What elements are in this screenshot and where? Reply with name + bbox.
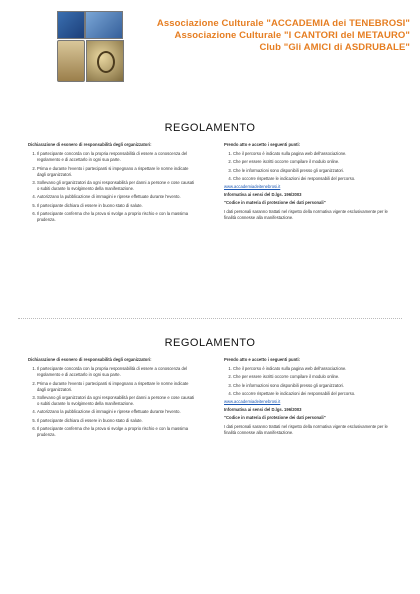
- header-line-3: Club "Gli AMICI di ASDRUBALE": [259, 42, 410, 53]
- list-item: 3. Che le informazioni sono disponibili presso gli organizzatori.: [233, 383, 396, 389]
- association-logo-4: [86, 40, 124, 82]
- list-item: 4. Autorizzano la pubblicazione di immagini e riprese effettuate durante l'evento.: [37, 409, 196, 415]
- right-heading: Prendo atto e accetto i seguenti punti:: [224, 357, 301, 362]
- list-item: 3. Che le informazioni sono disponibili presso gli organizzatori.: [233, 168, 396, 174]
- header-line-2: Associazione Culturale "I CANTORI del METAURO": [174, 30, 410, 41]
- list-item: 1. Il partecipante concorda con la propria responsabilità di essere a conoscenza del regolamento e di accettarlo in ogni sua parte.: [37, 366, 196, 378]
- privacy-note: Informativa ai sensi del D.lgs. 196/2003: [224, 407, 302, 413]
- section-2-left-column: [28, 357, 196, 440]
- section-title-2: REGOLAMENTO: [164, 337, 256, 349]
- association-logo-1: [57, 11, 85, 39]
- closing-text: I dati personali saranno trattati nel rispetto della normativa vigente esclusivamente per le finalità connesse alla manifestazione.: [224, 208, 388, 220]
- left-heading: Dichiarazione di esonero di responsabilità degli organizzatori:: [28, 142, 152, 147]
- list-item: 4. Che occorre rispettare le indicazioni dei responsabili del percorso.: [233, 391, 396, 397]
- website-link[interactable]: www.accademiadeitenebrosi.it: [224, 399, 281, 405]
- website-link[interactable]: www.accademiadeitenebrosi.it: [224, 184, 281, 190]
- list-item: 6. Il partecipante conferma che la prova si svolge a proprio rischio e con la massima prudenza.: [37, 426, 196, 438]
- header-line-1: Associazione Culturale "ACCADEMIA dei TENEBROSI": [156, 18, 410, 29]
- list-item: 1. Il partecipante concorda con la propria responsabilità di essere a conoscenza del regolamento e di accettarlo in ogni sua parte.: [37, 151, 196, 163]
- left-heading: Dichiarazione di esonero di responsabilità degli organizzatori:: [28, 357, 152, 362]
- section-divider: [18, 318, 402, 319]
- list-item: 3. Sollevano gli organizzatori da ogni responsabilità per danni a persone e cose causati o subiti durante lo svolgimento della manifestazione.: [37, 180, 196, 192]
- list-item: 2. Che per essere iscritti occorre compilare il modulo online.: [233, 374, 396, 380]
- list-item: 2. Che per essere iscritti occorre compilare il modulo online.: [233, 159, 396, 165]
- list-item: 3. Sollevano gli organizzatori da ogni responsabilità per danni a persone e cose causati o subiti durante lo svolgimento della manifestazione.: [37, 395, 196, 407]
- page-header: [0, 0, 420, 95]
- privacy-note-sub: "Codice in materia di protezione dei dati personali": [224, 200, 326, 206]
- list-item: 4. Autorizzano la pubblicazione di immagini e riprese effettuate durante l'evento.: [37, 194, 196, 200]
- list-item: 2. Prima e durante l'evento i partecipanti si impegnano a rispettare le norme indicate dagli organizzatori.: [37, 381, 196, 393]
- list-item: 5. Il partecipante dichiara di essere in buono stato di salute.: [37, 418, 196, 424]
- right-list: [224, 366, 396, 397]
- section-1-right-column: [224, 142, 396, 223]
- left-list: [28, 151, 196, 223]
- section-1-left-column: [28, 142, 196, 225]
- right-heading: Prendo atto e accetto i seguenti punti:: [224, 142, 301, 147]
- list-item: 5. Il partecipante dichiara di essere in buono stato di salute.: [37, 203, 196, 209]
- privacy-note: Informativa ai sensi del D.lgs. 196/2003: [224, 192, 302, 198]
- closing-text: I dati personali saranno trattati nel rispetto della normativa vigente esclusivamente per le finalità connesse alla manifestazione.: [224, 423, 388, 435]
- list-item: 6. Il partecipante conferma che la prova si svolge a proprio rischio e con la massima prudenza.: [37, 211, 196, 223]
- right-list: [224, 151, 396, 182]
- privacy-note-sub: "Codice in materia di protezione dei dati personali": [224, 415, 326, 421]
- section-title-1: REGOLAMENTO: [164, 122, 256, 134]
- header-titles: [140, 18, 410, 54]
- section-2-right-column: [224, 357, 396, 438]
- list-item: 1. Che il percorso è indicato sulla pagina web dell'associazione.: [233, 366, 396, 372]
- association-logo-2: [85, 11, 123, 39]
- association-logo-3: [57, 40, 85, 82]
- list-item: 4. Che occorre rispettare le indicazioni dei responsabili del percorso.: [233, 176, 396, 182]
- list-item: 2. Prima e durante l'evento i partecipanti si impegnano a rispettare le norme indicate dagli organizzatori.: [37, 166, 196, 178]
- left-list: [28, 366, 196, 438]
- list-item: 1. Che il percorso è indicato sulla pagina web dell'associazione.: [233, 151, 396, 157]
